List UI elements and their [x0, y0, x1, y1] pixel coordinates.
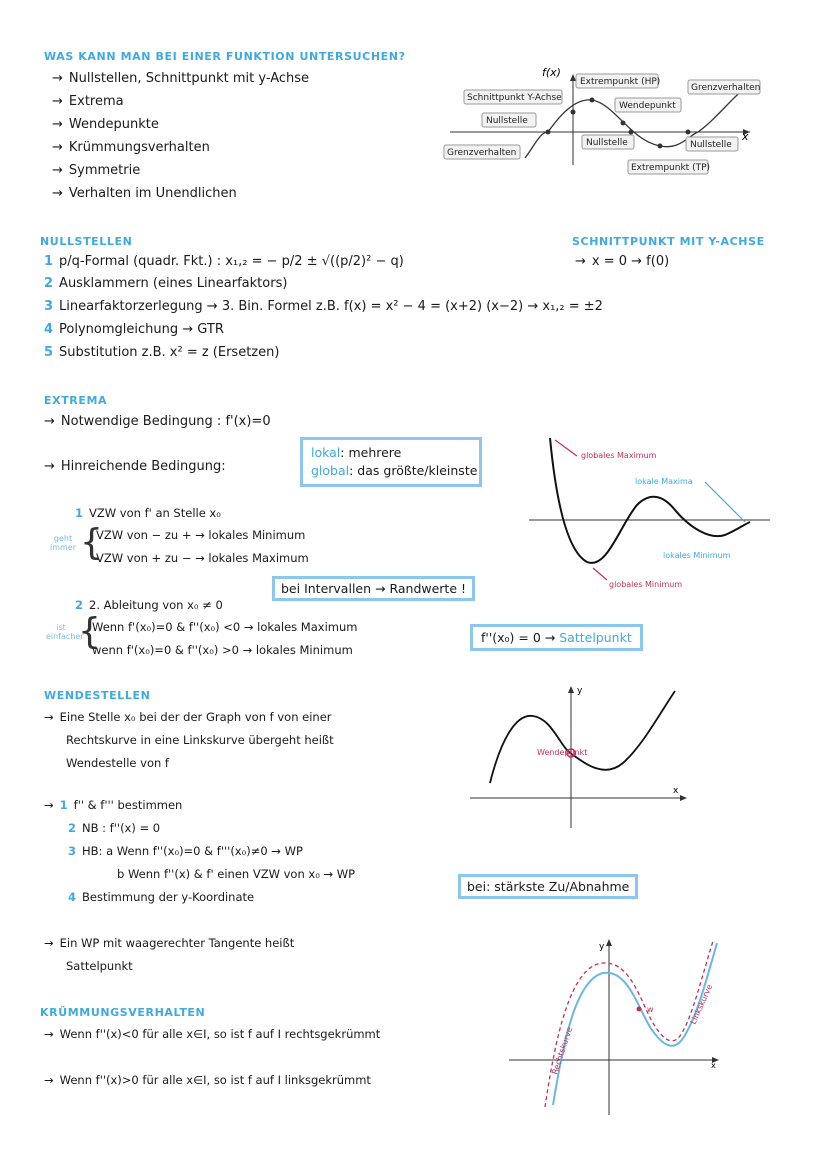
arrow-icon: → — [44, 414, 55, 429]
criterion-1-max: VZW von + zu − → lokales Maximum — [96, 551, 309, 565]
y-axis-arrow-icon — [570, 74, 576, 81]
pointer-arrow — [705, 482, 745, 522]
list-item: 2 Ausklammern (eines Linearfaktors) — [44, 276, 288, 291]
list-item: → Symmetrie — [52, 163, 141, 178]
staerkste-zunahme-box: bei: stärkste Zu/Abnahme — [458, 874, 638, 899]
arrow-icon: → — [52, 71, 63, 86]
arrow-icon: → — [44, 936, 54, 950]
brace: { — [78, 611, 101, 652]
label-wendepunkt: Wendepunkt — [619, 101, 676, 111]
label-nullstelle: Nullstelle — [690, 140, 732, 150]
list-item: → Krümmungsverhalten — [52, 140, 210, 155]
label-globales-minimum: globales Minimum — [609, 580, 683, 589]
step-3a: 3 HB: a Wenn f''(x₀)=0 & f'''(x₀)≠0 → WP — [68, 844, 303, 858]
point-marker — [571, 110, 576, 115]
x-axis-arrow-icon — [680, 795, 687, 801]
list-item: → Verhalten im Unendlichen — [52, 186, 237, 201]
label-linkskurve: Linkskurve — [688, 982, 715, 1026]
rechtsgekruemmt-line: → Wenn f''(x)<0 für alle x∈I, so ist f auf I rechtsgekrümmt — [44, 1027, 381, 1041]
point-marker — [686, 130, 691, 135]
function-overview-diagram — [440, 60, 770, 180]
function-curve — [490, 691, 675, 783]
x-axis-label: x — [673, 786, 679, 796]
point-marker — [546, 130, 551, 135]
definition-line: Rechtskurve in eine Linkskurve übergeht heißt — [66, 733, 334, 747]
label-lokales-minimum: lokales Minimum — [663, 551, 731, 560]
note-einfacher: ist einfacher — [46, 623, 84, 641]
wendepunkt-graph — [465, 683, 695, 831]
list-item: 5 Substitution z.B. x² = z (Ersetzen) — [44, 345, 280, 360]
label-nullstelle: Nullstelle — [486, 116, 528, 126]
list-item: → Extrema — [52, 94, 124, 109]
arrow-icon: → — [52, 140, 63, 155]
arrow-icon: → — [575, 254, 586, 269]
y-axis-label: f(x) — [542, 66, 561, 79]
step-1: → 1 f'' & f''' bestimmen — [44, 798, 183, 812]
criterion-2-min: wenn f'(x₀)=0 & f''(x₀) >0 → lokales Minimum — [92, 643, 353, 657]
arrow-icon: → — [52, 117, 63, 132]
step-4: 4 Bestimmung der y-Koordinate — [68, 890, 255, 904]
step-3b: b Wenn f''(x) & f' einen VZW von x₀ → WP — [117, 867, 356, 881]
extrema-graph — [525, 430, 775, 600]
lokal-global-box — [300, 437, 482, 487]
label-rechtskurve: Rechtskurve — [550, 1025, 575, 1076]
y-axis-label: y — [577, 686, 583, 696]
label-tp: Extrempunkt (TP) — [631, 163, 711, 173]
arrow-icon: → — [44, 798, 54, 812]
criterion-2-title: 2 2. Ableitung von x₀ ≠ 0 — [75, 598, 223, 612]
schnittpunkt-text: → x = 0 → f(0) — [575, 254, 670, 269]
point-marker — [621, 121, 626, 126]
point-marker — [590, 98, 595, 103]
criterion-1-min: VZW von − zu + → lokales Minimum — [96, 528, 306, 542]
label-nullstelle: Nullstelle — [586, 138, 628, 148]
list-item: → Wendepunkte — [52, 117, 159, 132]
definition-line: → Eine Stelle x₀ bei der der Graph von f von einer — [44, 710, 332, 724]
label-w: w — [647, 1005, 654, 1014]
list-item: 1 p/q-Formal (quadr. Fkt.) : x₁,₂ = − p/2 ± √((p/2)² − q) — [44, 254, 404, 269]
arrow-icon: → — [52, 94, 63, 109]
definition-line: Wendestelle von f — [66, 756, 169, 770]
kruemmung-graph — [505, 935, 735, 1120]
intro-heading: WAS KANN MAN BEI EINER FUNKTION UNTERSUCHEN? — [44, 50, 406, 63]
y-axis-arrow-icon — [606, 939, 612, 946]
notwendige-bedingung: → Notwendige Bedingung : f'(x)=0 — [44, 414, 271, 429]
sattelpunkt-box: f''(x₀) = 0 → Sattelpunkt — [470, 624, 643, 651]
criterion-2-max: Wenn f'(x₀)=0 & f''(x₀) <0 → lokales Maximum — [92, 620, 358, 634]
wendepunkt-marker — [637, 1007, 642, 1012]
pointer-arrow — [555, 440, 577, 456]
arrow-icon: → — [44, 1027, 54, 1041]
nullstellen-heading: NULLSTELLEN — [40, 235, 133, 248]
list-item: 4 Polynomgleichung → GTR — [44, 322, 224, 337]
label-schnittpunkt: Schnittpunkt Y-Achse — [467, 93, 562, 103]
label-grenzverhalten: Grenzverhalten — [447, 148, 517, 158]
label-globales-maximum: globales Maximum — [581, 451, 657, 460]
label-wendepunkt: Wendepunkt — [537, 748, 588, 757]
note-geht-immer: geht immer — [49, 534, 77, 552]
list-item: 3 Linearfaktorzerlegung → 3. Bin. Formel z.B. f(x) = x² − 4 = (x+2) (x−2) → x₁,₂ = ±2 — [44, 299, 603, 314]
sattelpunkt-definition: → Ein WP mit waagerechter Tangente heißt — [44, 936, 295, 950]
x-axis-label: x — [711, 1061, 716, 1070]
wendestellen-heading: WENDESTELLEN — [44, 689, 151, 702]
step-2: 2 NB : f''(x) = 0 — [68, 821, 161, 835]
arrow-icon: → — [44, 1073, 54, 1087]
hinreichende-bedingung: → Hinreichende Bedingung: — [44, 459, 226, 474]
label-lokale-maxima: lokale Maxima — [635, 477, 693, 486]
pointer-arrow — [593, 568, 607, 580]
sattelpunkt-definition: Sattelpunkt — [66, 959, 133, 973]
label-hp: Extrempunkt (HP) — [580, 77, 661, 87]
x-axis-label: x — [742, 130, 749, 143]
y-axis-arrow-icon — [568, 686, 574, 693]
list-item: → Nullstellen, Schnittpunkt mit y-Achse — [52, 71, 310, 86]
label-grenzverhalten: Grenzverhalten — [691, 83, 761, 93]
intervall-box: bei Intervallen → Randwerte ! — [272, 576, 475, 601]
brace: { — [80, 522, 103, 563]
arrow-icon: → — [44, 459, 55, 474]
arrow-icon: → — [44, 710, 54, 724]
extrema-heading: EXTREMA — [44, 394, 108, 407]
point-marker — [629, 130, 634, 135]
linksgekruemmt-line: → Wenn f''(x)>0 für alle x∈I, so ist f auf I linksgekrümmt — [44, 1073, 371, 1087]
criterion-1-title: 1 VZW von f' an Stelle x₀ — [75, 506, 221, 520]
arrow-icon: → — [52, 163, 63, 178]
arrow-icon: → — [52, 186, 63, 201]
y-axis-label: y — [599, 942, 605, 952]
global-line: global: das größte/kleinste — [311, 463, 478, 478]
kruemmung-heading: KRÜMMUNGSVERHALTEN — [40, 1006, 206, 1019]
schnittpunkt-heading: SCHNITTPUNKT MIT Y-ACHSE — [572, 235, 765, 248]
point-marker — [658, 144, 663, 149]
lokal-line: lokal: mehrere — [311, 445, 402, 460]
